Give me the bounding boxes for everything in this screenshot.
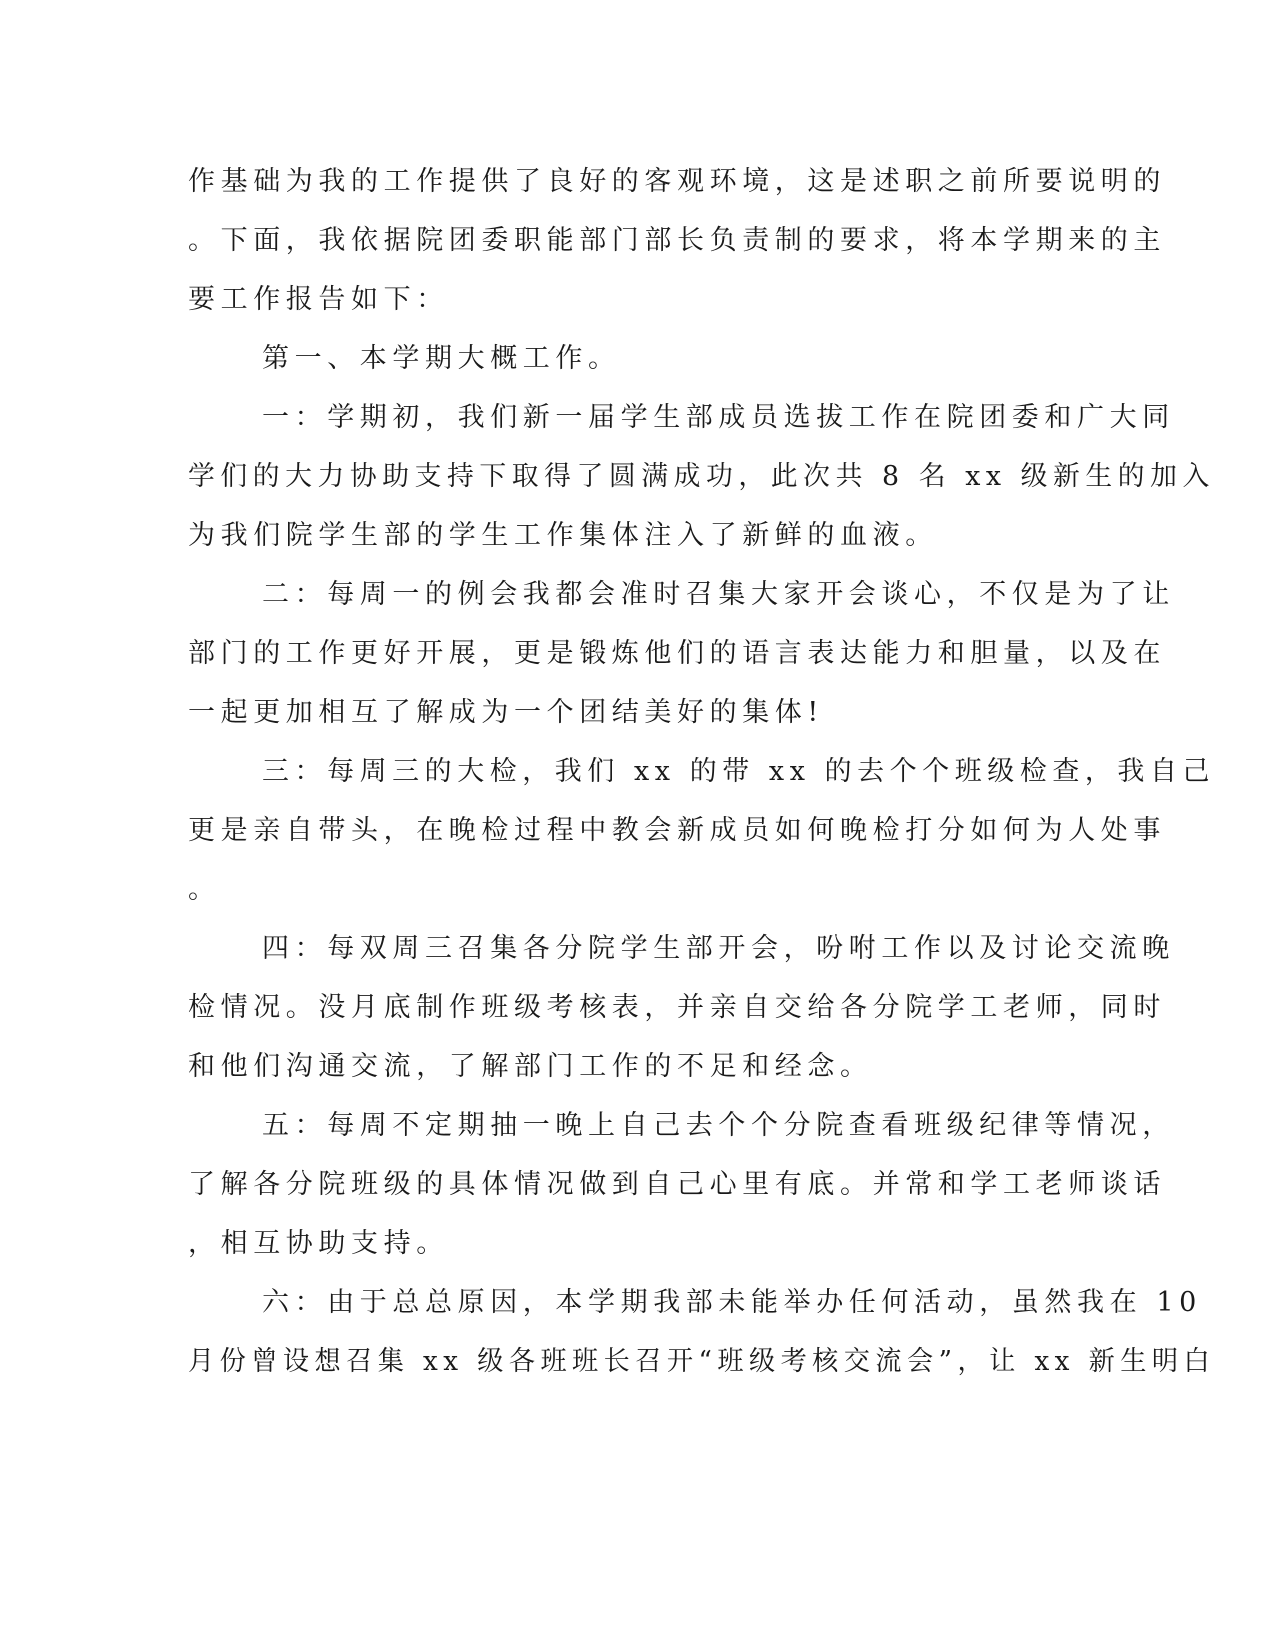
text-line: 更是亲自带头，在晚检过程中教会新成员如何晚检打分如何为人处事 [188, 815, 1166, 846]
text-line: 四：每双周三召集各分院学生部开会，吩咐工作以及讨论交流晚 [262, 933, 1175, 964]
text-line: ，相互协助支持。 [188, 1228, 449, 1259]
text-line: 了解各分院班级的具体情况做到自己心里有底。并常和学工老师谈话 [188, 1169, 1166, 1200]
text-line: 五：每周不定期抽一晚上自己去个个分院查看班级纪律等情况， [262, 1110, 1175, 1141]
text-line: 检情况。没月底制作班级考核表，并亲自交给各分院学工老师，同时 [188, 992, 1166, 1023]
text-line: 六：由于总总原因，本学期我部未能举办任何活动，虽然我在 10 [262, 1287, 1202, 1318]
text-line: 三：每周三的大检，我们 xx 的带 xx 的去个个班级检查，我自己 [262, 756, 1216, 787]
text-line: 一起更加相互了解成为一个团结美好的集体! [188, 697, 824, 728]
text-line: 。 [188, 874, 221, 905]
section-heading: 第一、本学期大概工作。 [262, 343, 621, 374]
text-line: 。下面，我依据院团委职能部门部长负责制的要求，将本学期来的主 [188, 225, 1166, 256]
text-line: 月份曾设想召集 xx 级各班班长召开“班级考核交流会”，让 xx 新生明白 [188, 1346, 1216, 1377]
text-line: 为我们院学生部的学生工作集体注入了新鲜的血液。 [188, 520, 938, 551]
text-line: 作基础为我的工作提供了良好的客观环境，这是述职之前所要说明的 [188, 166, 1166, 197]
text-line: 学们的大力协助支持下取得了圆满成功，此次共 8 名 xx 级新生的加入 [188, 461, 1215, 492]
text-line: 要工作报告如下： [188, 284, 449, 315]
text-line: 二：每周一的例会我都会准时召集大家开会谈心，不仅是为了让 [262, 579, 1175, 610]
text-line: 部门的工作更好开展，更是锻炼他们的语言表达能力和胆量，以及在 [188, 638, 1166, 669]
text-line: 和他们沟通交流，了解部门工作的不足和经念。 [188, 1051, 873, 1082]
text-line: 一：学期初，我们新一届学生部成员选拔工作在院团委和广大同 [262, 402, 1175, 433]
